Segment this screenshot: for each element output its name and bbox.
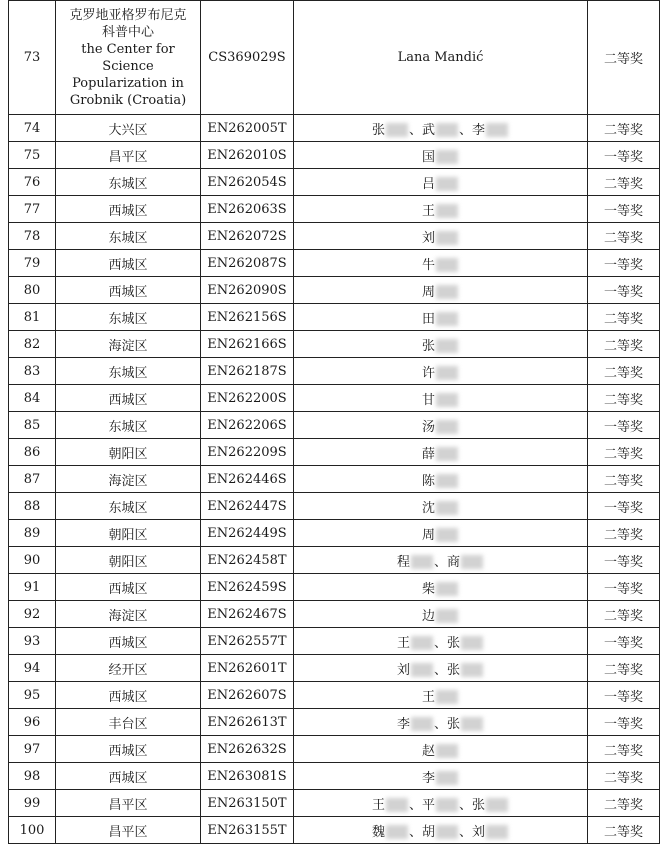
district: 海淀区: [56, 601, 201, 628]
redaction-blur: [461, 636, 483, 650]
entry-code: EN262607S: [201, 682, 294, 709]
entry-code: EN262459S: [201, 574, 294, 601]
participant-name: [294, 466, 588, 493]
award-level: 二等奖: [588, 385, 660, 412]
entry-code: EN262010S: [201, 142, 294, 169]
name-text: 甘: [422, 393, 459, 408]
participant-name: [294, 547, 588, 574]
award-level: 二等奖: [588, 223, 660, 250]
name-text: 李: [422, 771, 459, 786]
award-level: 一等奖: [588, 277, 660, 304]
award-level: 二等奖: [588, 466, 660, 493]
award-level: 一等奖: [588, 142, 660, 169]
award-level: 二等奖: [588, 358, 660, 385]
district: 西城区: [56, 574, 201, 601]
award-level: 一等奖: [588, 682, 660, 709]
entry-code: EN262557T: [201, 628, 294, 655]
participant-name: [294, 196, 588, 223]
table-row: [9, 277, 660, 304]
name-text: 王 、平 、张: [372, 798, 509, 813]
name-text: 田: [422, 312, 459, 327]
entry-code: EN262187S: [201, 358, 294, 385]
award-level: 二等奖: [588, 817, 660, 844]
table-row: [9, 1, 660, 115]
table-row: [9, 682, 660, 709]
district: 大兴区: [56, 115, 201, 142]
district: 东城区: [56, 223, 201, 250]
redaction-blur: [486, 123, 508, 137]
org-line: Science: [102, 58, 154, 74]
district: 昌平区: [56, 790, 201, 817]
award-level: 二等奖: [588, 763, 660, 790]
name-text: 薛: [422, 447, 459, 462]
row-number: 77: [9, 196, 56, 223]
award-level: 一等奖: [588, 574, 660, 601]
entry-code: CS369029S: [201, 1, 294, 115]
row-number: 93: [9, 628, 56, 655]
table-row: [9, 736, 660, 763]
org-line: Grobnik (Croatia): [69, 92, 187, 108]
table-row: [9, 196, 660, 223]
table-row: [9, 358, 660, 385]
district: 海淀区: [56, 331, 201, 358]
entry-code: EN262446S: [201, 466, 294, 493]
name-text: 刘: [422, 231, 459, 246]
row-number: 92: [9, 601, 56, 628]
redaction-blur: [436, 771, 458, 785]
entry-code: EN262209S: [201, 439, 294, 466]
redaction-blur: [411, 717, 433, 731]
row-number: 94: [9, 655, 56, 682]
row-number: 96: [9, 709, 56, 736]
participant-name: Lana Mandić: [294, 1, 588, 115]
district: 东城区: [56, 358, 201, 385]
name-text: 李 、张: [397, 717, 484, 732]
district: 西城区: [56, 196, 201, 223]
name-text: 汤: [422, 420, 459, 435]
district: 西城区: [56, 277, 201, 304]
row-number: 100: [9, 817, 56, 844]
entry-code: EN262054S: [201, 169, 294, 196]
award-level: 一等奖: [588, 250, 660, 277]
district: 经开区: [56, 655, 201, 682]
award-level: 二等奖: [588, 439, 660, 466]
district: 西城区: [56, 736, 201, 763]
name-text: 陈: [422, 474, 459, 489]
district: 西城区: [56, 763, 201, 790]
redaction-blur: [436, 123, 458, 137]
row-number: 99: [9, 790, 56, 817]
redaction-blur: [386, 798, 408, 812]
redaction-blur: [411, 555, 433, 569]
award-level: 二等奖: [588, 304, 660, 331]
redaction-blur: [436, 798, 458, 812]
award-level: 二等奖: [588, 655, 660, 682]
district: 丰台区: [56, 709, 201, 736]
name-text: 许: [422, 366, 459, 381]
table-row: [9, 169, 660, 196]
entry-code: EN262166S: [201, 331, 294, 358]
row-number: 73: [9, 1, 56, 115]
organization-cell: [56, 1, 201, 115]
name-text: 张 、武 、李: [372, 123, 509, 138]
entry-code: EN263150T: [201, 790, 294, 817]
table-row: [9, 574, 660, 601]
redaction-blur: [436, 690, 458, 704]
redaction-blur: [436, 339, 458, 353]
participant-name: [294, 655, 588, 682]
table-row: [9, 817, 660, 844]
award-level: 二等奖: [588, 736, 660, 763]
participant-name: [294, 277, 588, 304]
district: 西城区: [56, 682, 201, 709]
row-number: 76: [9, 169, 56, 196]
redaction-blur: [436, 231, 458, 245]
participant-name: [294, 574, 588, 601]
entry-code: EN262063S: [201, 196, 294, 223]
row-number: 90: [9, 547, 56, 574]
redaction-blur: [486, 798, 508, 812]
redaction-blur: [486, 825, 508, 839]
row-number: 85: [9, 412, 56, 439]
participant-name: [294, 790, 588, 817]
entry-code: EN262632S: [201, 736, 294, 763]
table-row: [9, 385, 660, 412]
table-row: [9, 439, 660, 466]
table-row: [9, 115, 660, 142]
row-number: 78: [9, 223, 56, 250]
participant-name: [294, 385, 588, 412]
entry-code: EN262467S: [201, 601, 294, 628]
entry-code: EN262447S: [201, 493, 294, 520]
participant-name: [294, 304, 588, 331]
row-number: 82: [9, 331, 56, 358]
entry-code: EN262200S: [201, 385, 294, 412]
participant-name: [294, 628, 588, 655]
row-number: 87: [9, 466, 56, 493]
redaction-blur: [436, 150, 458, 164]
participant-name: [294, 601, 588, 628]
row-number: 79: [9, 250, 56, 277]
participant-name: [294, 250, 588, 277]
table-row: [9, 601, 660, 628]
award-level: 二等奖: [588, 331, 660, 358]
name-text: 柴: [422, 582, 459, 597]
redaction-blur: [436, 366, 458, 380]
name-text: 国: [422, 150, 459, 165]
entry-code: EN262613T: [201, 709, 294, 736]
entry-code: EN262090S: [201, 277, 294, 304]
name-text: 王: [422, 690, 459, 705]
table-row: [9, 790, 660, 817]
participant-name: [294, 682, 588, 709]
name-text: 张: [422, 339, 459, 354]
award-level: 二等奖: [588, 520, 660, 547]
redaction-blur: [461, 717, 483, 731]
participant-name: [294, 223, 588, 250]
name-text: 吕: [422, 177, 459, 192]
redaction-blur: [436, 312, 458, 326]
participant-name: [294, 493, 588, 520]
entry-code: EN262601T: [201, 655, 294, 682]
row-number: 95: [9, 682, 56, 709]
entry-code: EN262449S: [201, 520, 294, 547]
redaction-blur: [436, 609, 458, 623]
district: 东城区: [56, 412, 201, 439]
district: 西城区: [56, 385, 201, 412]
name-text: 周: [422, 528, 459, 543]
redaction-blur: [436, 393, 458, 407]
award-level: 二等奖: [588, 115, 660, 142]
name-text: 周: [422, 285, 459, 300]
table-row: [9, 250, 660, 277]
district: 朝阳区: [56, 520, 201, 547]
participant-name: [294, 331, 588, 358]
district: 朝阳区: [56, 439, 201, 466]
row-number: 74: [9, 115, 56, 142]
redaction-blur: [461, 555, 483, 569]
redaction-blur: [436, 582, 458, 596]
district: 海淀区: [56, 466, 201, 493]
redaction-blur: [436, 285, 458, 299]
org-line: Popularization in: [72, 75, 184, 91]
row-number: 86: [9, 439, 56, 466]
redaction-blur: [436, 420, 458, 434]
participant-name: [294, 520, 588, 547]
redaction-blur: [436, 501, 458, 515]
entry-code: EN262156S: [201, 304, 294, 331]
redaction-blur: [386, 123, 408, 137]
district: 昌平区: [56, 142, 201, 169]
row-number: 81: [9, 304, 56, 331]
name-text: 王 、张: [397, 636, 484, 651]
table-row: [9, 493, 660, 520]
table-row: [9, 412, 660, 439]
redaction-blur: [436, 825, 458, 839]
name-text: 沈: [422, 501, 459, 516]
table-row: [9, 223, 660, 250]
redaction-blur: [436, 204, 458, 218]
participant-name: [294, 439, 588, 466]
table-row: [9, 547, 660, 574]
row-number: 89: [9, 520, 56, 547]
award-table: [8, 0, 660, 844]
table-row: [9, 304, 660, 331]
redaction-blur: [436, 258, 458, 272]
entry-code: EN262087S: [201, 250, 294, 277]
row-number: 97: [9, 736, 56, 763]
participant-name: [294, 817, 588, 844]
org-line: 科普中心: [101, 24, 154, 40]
row-number: 91: [9, 574, 56, 601]
participant-name: [294, 736, 588, 763]
redaction-blur: [436, 177, 458, 191]
table-row: [9, 709, 660, 736]
district: 东城区: [56, 169, 201, 196]
award-level: 二等奖: [588, 790, 660, 817]
redaction-blur: [436, 528, 458, 542]
name-text: 赵: [422, 744, 459, 759]
org-line: 克罗地亚格罗布尼克: [69, 7, 187, 23]
redaction-blur: [436, 744, 458, 758]
row-number: 88: [9, 493, 56, 520]
entry-code: EN262072S: [201, 223, 294, 250]
award-level: 一等奖: [588, 628, 660, 655]
district: 东城区: [56, 304, 201, 331]
name-text: 刘 、张: [397, 663, 484, 678]
award-level: 一等奖: [588, 196, 660, 223]
district: 西城区: [56, 250, 201, 277]
row-number: 98: [9, 763, 56, 790]
row-number: 83: [9, 358, 56, 385]
table-row: [9, 466, 660, 493]
entry-code: EN262005T: [201, 115, 294, 142]
row-number: 80: [9, 277, 56, 304]
participant-name: [294, 358, 588, 385]
redaction-blur: [411, 636, 433, 650]
redaction-blur: [461, 663, 483, 677]
table-row: [9, 628, 660, 655]
district: 东城区: [56, 493, 201, 520]
table-row: [9, 520, 660, 547]
award-level: 一等奖: [588, 709, 660, 736]
participant-name: [294, 169, 588, 196]
entry-code: EN263081S: [201, 763, 294, 790]
district: 昌平区: [56, 817, 201, 844]
award-level: 一等奖: [588, 547, 660, 574]
table-row: [9, 655, 660, 682]
redaction-blur: [411, 663, 433, 677]
participant-name: [294, 412, 588, 439]
name-text: 程 、商: [397, 555, 484, 570]
participant-name: [294, 115, 588, 142]
district: 朝阳区: [56, 547, 201, 574]
table-row: [9, 142, 660, 169]
redaction-blur: [386, 825, 408, 839]
row-number: 84: [9, 385, 56, 412]
entry-code: EN262206S: [201, 412, 294, 439]
award-level: 二等奖: [588, 169, 660, 196]
award-level: 一等奖: [588, 412, 660, 439]
name-text: 魏 、胡 、刘: [372, 825, 509, 840]
name-text: 牛: [422, 258, 459, 273]
redaction-blur: [436, 474, 458, 488]
table-row: [9, 331, 660, 358]
org-line: the Center for: [81, 41, 175, 57]
name-text: 王: [422, 204, 459, 219]
name-text: 边: [422, 609, 459, 624]
award-level: 一等奖: [588, 493, 660, 520]
row-number: 75: [9, 142, 56, 169]
award-level: 二等奖: [588, 601, 660, 628]
participant-name: [294, 709, 588, 736]
redaction-blur: [436, 447, 458, 461]
entry-code: EN263155T: [201, 817, 294, 844]
entry-code: EN262458T: [201, 547, 294, 574]
participant-name: [294, 763, 588, 790]
district: 西城区: [56, 628, 201, 655]
award-level: 二等奖: [588, 1, 660, 115]
table-row: [9, 763, 660, 790]
participant-name: [294, 142, 588, 169]
